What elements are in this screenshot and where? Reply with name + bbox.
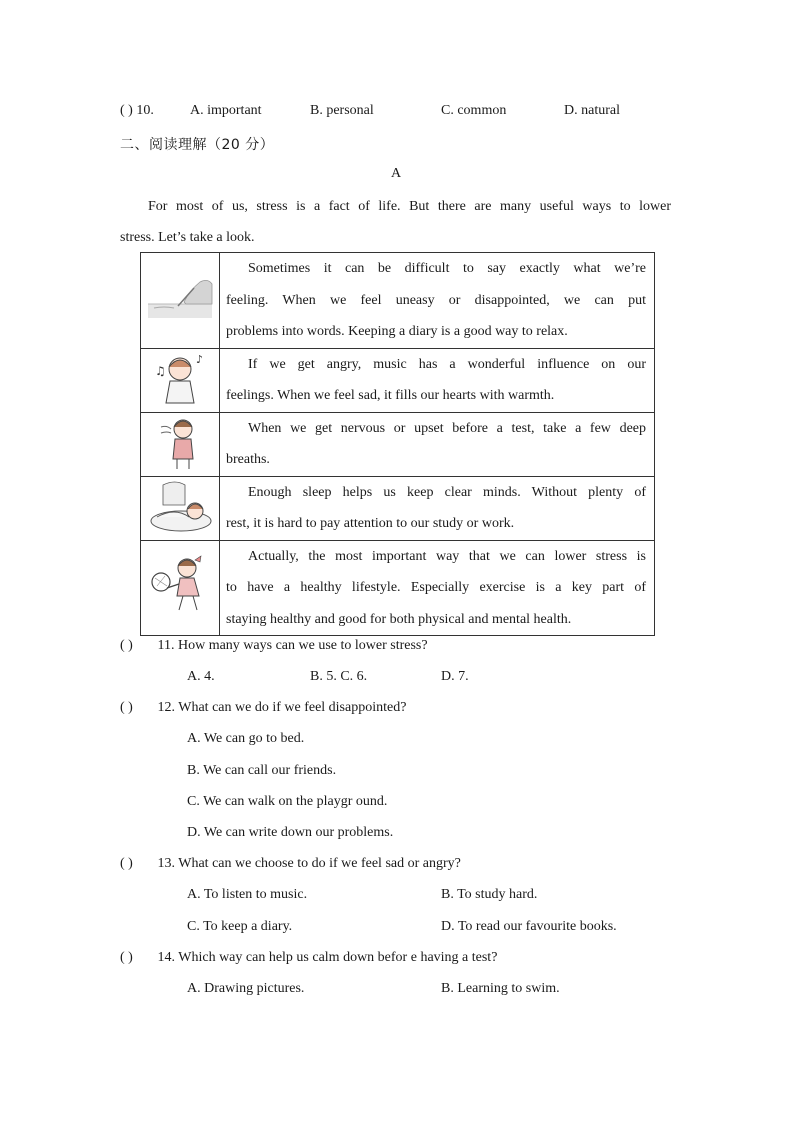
option-c: C. To keep a diary.	[187, 919, 293, 934]
tip-text: Sometimes it can be difficult to say exactly what we’re feeling. When we feel uneasy or disappointed, we can put problems into words. Keeping a diary is a good way to relax.	[220, 253, 655, 349]
answer-paren: ( )	[120, 638, 133, 653]
option-d: D. 7.	[441, 669, 469, 684]
table-row	[141, 476, 655, 540]
question-stem: 11. How many ways can we use to lower stress?	[157, 638, 428, 653]
table-row	[141, 540, 655, 636]
question-number: 10.	[136, 103, 154, 118]
intro-line-2: stress. Let’s take a look.	[120, 230, 255, 245]
option-b: B. We can call our friends.	[187, 763, 337, 778]
svg-text:♫: ♫	[155, 363, 166, 378]
option-bc: B. 5. C. 6.	[310, 669, 368, 684]
intro-paragraph	[120, 191, 671, 253]
girl-breathing-icon	[141, 412, 220, 476]
question-10	[120, 103, 154, 119]
stress-tips-table	[140, 252, 655, 636]
option-c: C. common	[441, 103, 507, 118]
option-d: D. To read our favourite books.	[441, 919, 617, 934]
intro-line-1: For most of us, stress is a fact of life. But there are many useful ways to lower	[148, 199, 671, 214]
tip-text: Actually, the most important way that we can lower stress is to have a healthy lifestyle. Especially exercise is a key part of staying healthy and good for both physical and mental health.	[220, 540, 655, 636]
question-14	[120, 950, 497, 966]
option-b: B. personal	[310, 103, 374, 118]
question-stem: 12. What can we do if we feel disappointed?	[157, 700, 407, 715]
option-a: A. important	[190, 103, 262, 118]
question-stem: 14. Which way can help us calm down befor e having a test?	[157, 950, 498, 965]
answer-paren: ( )	[120, 950, 133, 965]
section-heading: 二、阅读理解（20 分）	[120, 137, 275, 153]
svg-text:♪: ♪	[196, 352, 204, 366]
sleeping-child-icon	[141, 476, 220, 540]
question-11	[120, 638, 428, 654]
girl-listening-music-icon	[141, 348, 220, 412]
question-12	[120, 700, 406, 716]
option-b: B. Learning to swim.	[441, 981, 560, 996]
option-d: D. natural	[564, 103, 620, 118]
girl-playing-tennis-icon	[141, 540, 220, 636]
option-c: C. We can walk on the playgr ound.	[187, 794, 388, 809]
table-row	[141, 348, 655, 412]
answer-paren: ( )	[120, 103, 133, 118]
passage-label: A	[391, 166, 402, 181]
answer-paren: ( )	[120, 700, 133, 715]
option-a: A. Drawing pictures.	[187, 981, 305, 996]
table-row	[141, 412, 655, 476]
tip-text: Enough sleep helps us keep clear minds. Without plenty of rest, it is hard to pay attention to our study or work.	[220, 476, 655, 540]
option-a: A. We can go to bed.	[187, 731, 305, 746]
question-13	[120, 856, 461, 872]
question-stem: 13. What can we choose to do if we feel sad or angry?	[157, 856, 461, 871]
option-d: D. We can write down our problems.	[187, 825, 394, 840]
option-b: B. To study hard.	[441, 887, 538, 902]
writing-hand-icon	[141, 253, 220, 349]
option-a: A. To listen to music.	[187, 887, 308, 902]
table-row	[141, 253, 655, 349]
tip-text: When we get nervous or upset before a test, take a few deep breaths.	[220, 412, 655, 476]
answer-paren: ( )	[120, 856, 133, 871]
option-a: A. 4.	[187, 669, 215, 684]
tip-text: If we get angry, music has a wonderful influence on our feelings. When we feel sad, it fills our hearts with warmth.	[220, 348, 655, 412]
